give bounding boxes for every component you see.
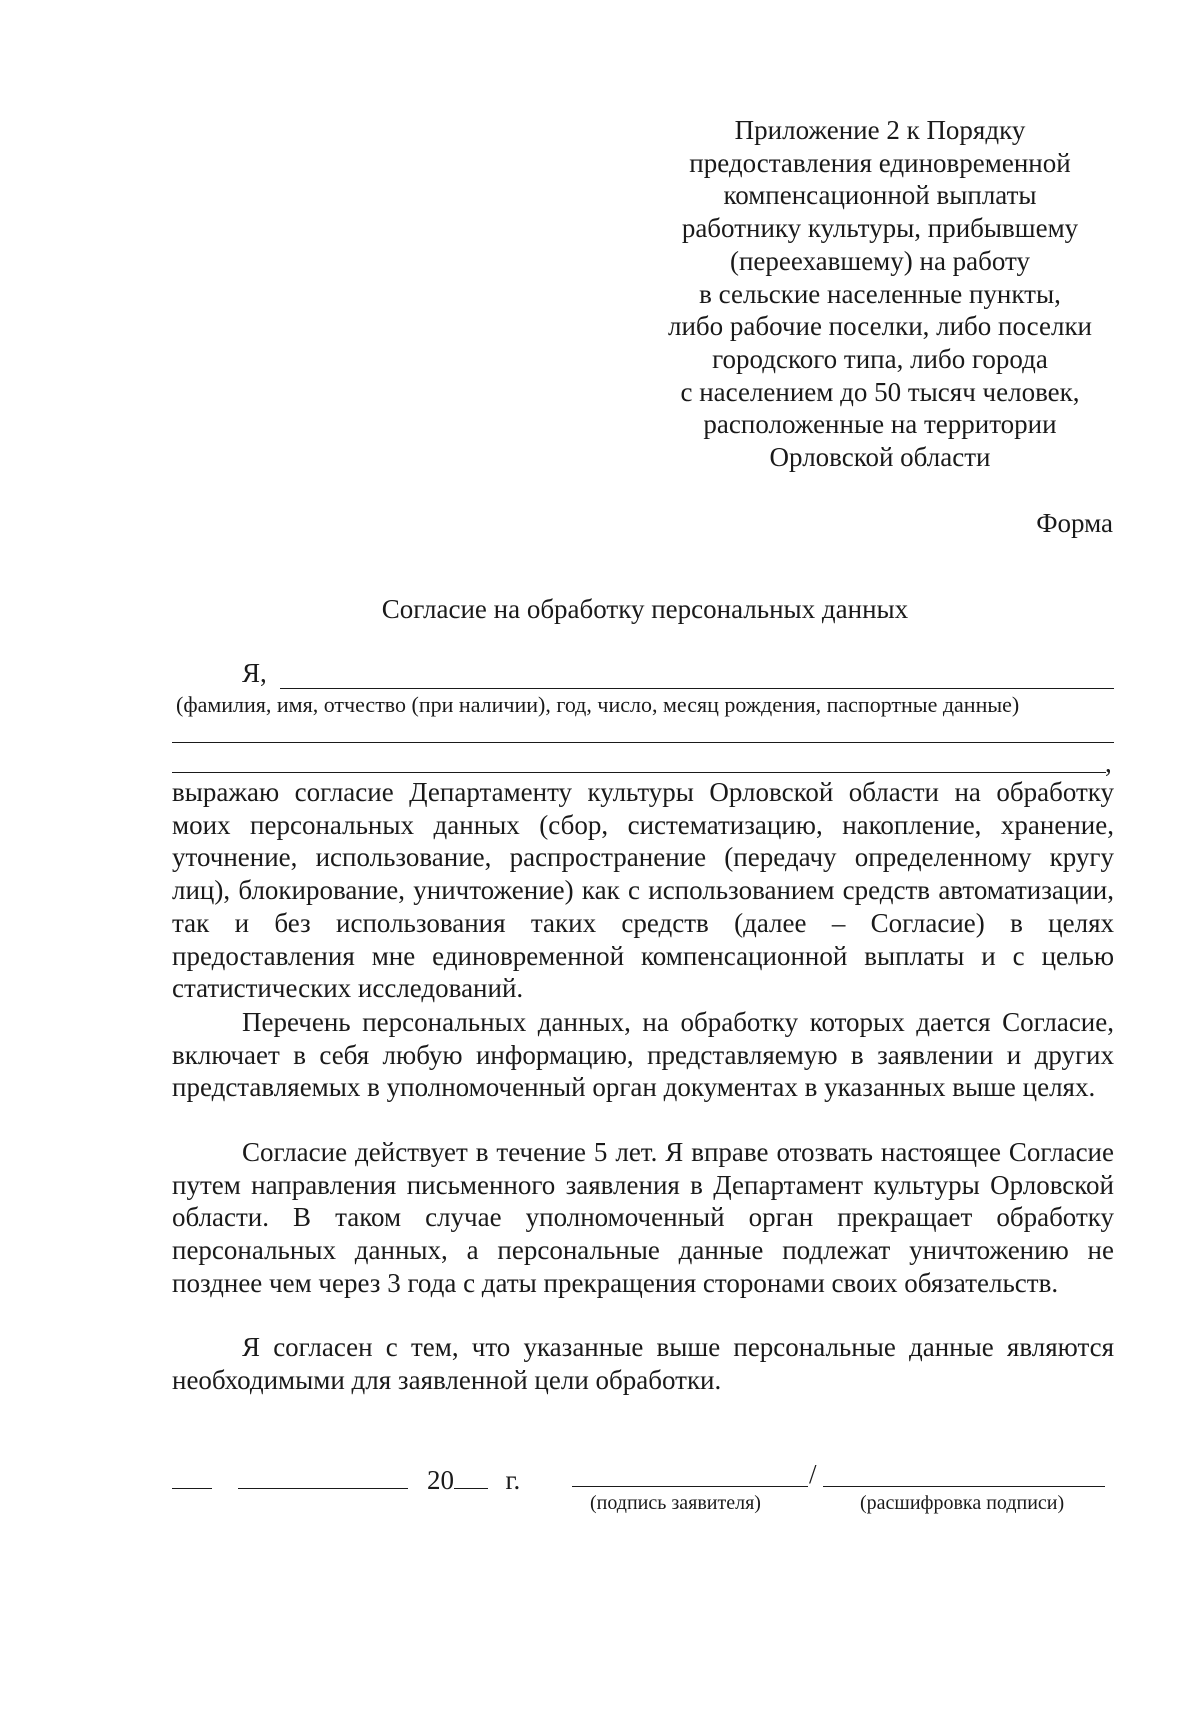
- day-field[interactable]: [172, 1462, 212, 1489]
- data-list-paragraph: Перечень персональных данных, на обработку которых дается Согласие, включает в себя любую информацию, представляемую в заявлении и других представляемых в уполномоченный орган документах в указанных выше целях.: [172, 1007, 1114, 1103]
- validity-paragraph: Согласие действует в течение 5 лет. Я вправе отозвать настоящее Согласие путем направления письменного заявления в Департамент культуры Орловской области. В таком случае уполномоченный орган прекращает обработку персональных данных, а персональные данные подлежат уничтожению не позднее чем через 3 года с даты прекращения сторонами своих обязательств.: [172, 1137, 1114, 1298]
- applicant-prefix: Я,: [242, 658, 267, 688]
- appendix-line: либо рабочие поселки, либо поселки: [667, 311, 1093, 342]
- appendix-line: (переехавшему) на работу: [729, 245, 1030, 276]
- signature-decode-caption: (расшифровка подписи): [860, 1492, 1065, 1514]
- appendix-line: городского типа, либо города: [712, 343, 1048, 374]
- date-row: [172, 1462, 520, 1496]
- appendix-line: работнику культуры, прибывшему: [681, 213, 1079, 244]
- applicant-name-field[interactable]: [280, 688, 1114, 689]
- consent-paragraph: выражаю согласие Департаменту культуры Орловской области на обработку моих персональных данных (сбор, систематизацию, накопление, хранение, уточнение, использование, распространение (передачу определенному кругу лиц), блокирование, уничтожение) как с использованием средств автоматизации, так и без использования таких средств (далее – Согласие) в целях предоставления мне единовременной компенсационной выплаты и с целью статистических исследований.: [172, 777, 1114, 1004]
- appendix-header: [640, 114, 1120, 474]
- document-title: Согласие на обработку персональных данных: [381, 594, 909, 624]
- signature-caption: (подпись заявителя): [590, 1492, 761, 1514]
- agreement-paragraph: Я согласен с тем, что указанные выше персональные данные являются необходимыми для заявленной цели обработки.: [172, 1332, 1114, 1395]
- appendix-line: Приложение 2 к Порядку: [734, 115, 1026, 145]
- form-label: Форма: [1036, 508, 1113, 538]
- appendix-line: в сельские населенные пункты,: [699, 278, 1061, 309]
- applicant-field-caption: (фамилия, имя, отчество (при наличии), год, число, месяц рождения, паспортные данные): [176, 692, 1020, 717]
- appendix-line: компенсационной выплаты: [723, 180, 1037, 211]
- trailing-comma: ,: [1105, 748, 1112, 778]
- signature-separator: /: [809, 1459, 817, 1489]
- month-field[interactable]: [238, 1462, 408, 1489]
- appendix-line: Орловской области: [769, 442, 991, 473]
- year-field[interactable]: [454, 1462, 488, 1489]
- applicant-data-line-1[interactable]: [172, 742, 1114, 743]
- signature-field[interactable]: [572, 1486, 808, 1487]
- appendix-line: расположенные на территории: [703, 409, 1057, 440]
- signature-decode-field[interactable]: [823, 1486, 1105, 1487]
- applicant-data-line-2[interactable]: [172, 772, 1106, 773]
- year-prefix: 20: [427, 1465, 454, 1495]
- appendix-line: предоставления единовременной: [689, 147, 1071, 178]
- year-suffix: г.: [505, 1465, 521, 1495]
- appendix-line: с населением до 50 тысяч человек,: [680, 376, 1080, 407]
